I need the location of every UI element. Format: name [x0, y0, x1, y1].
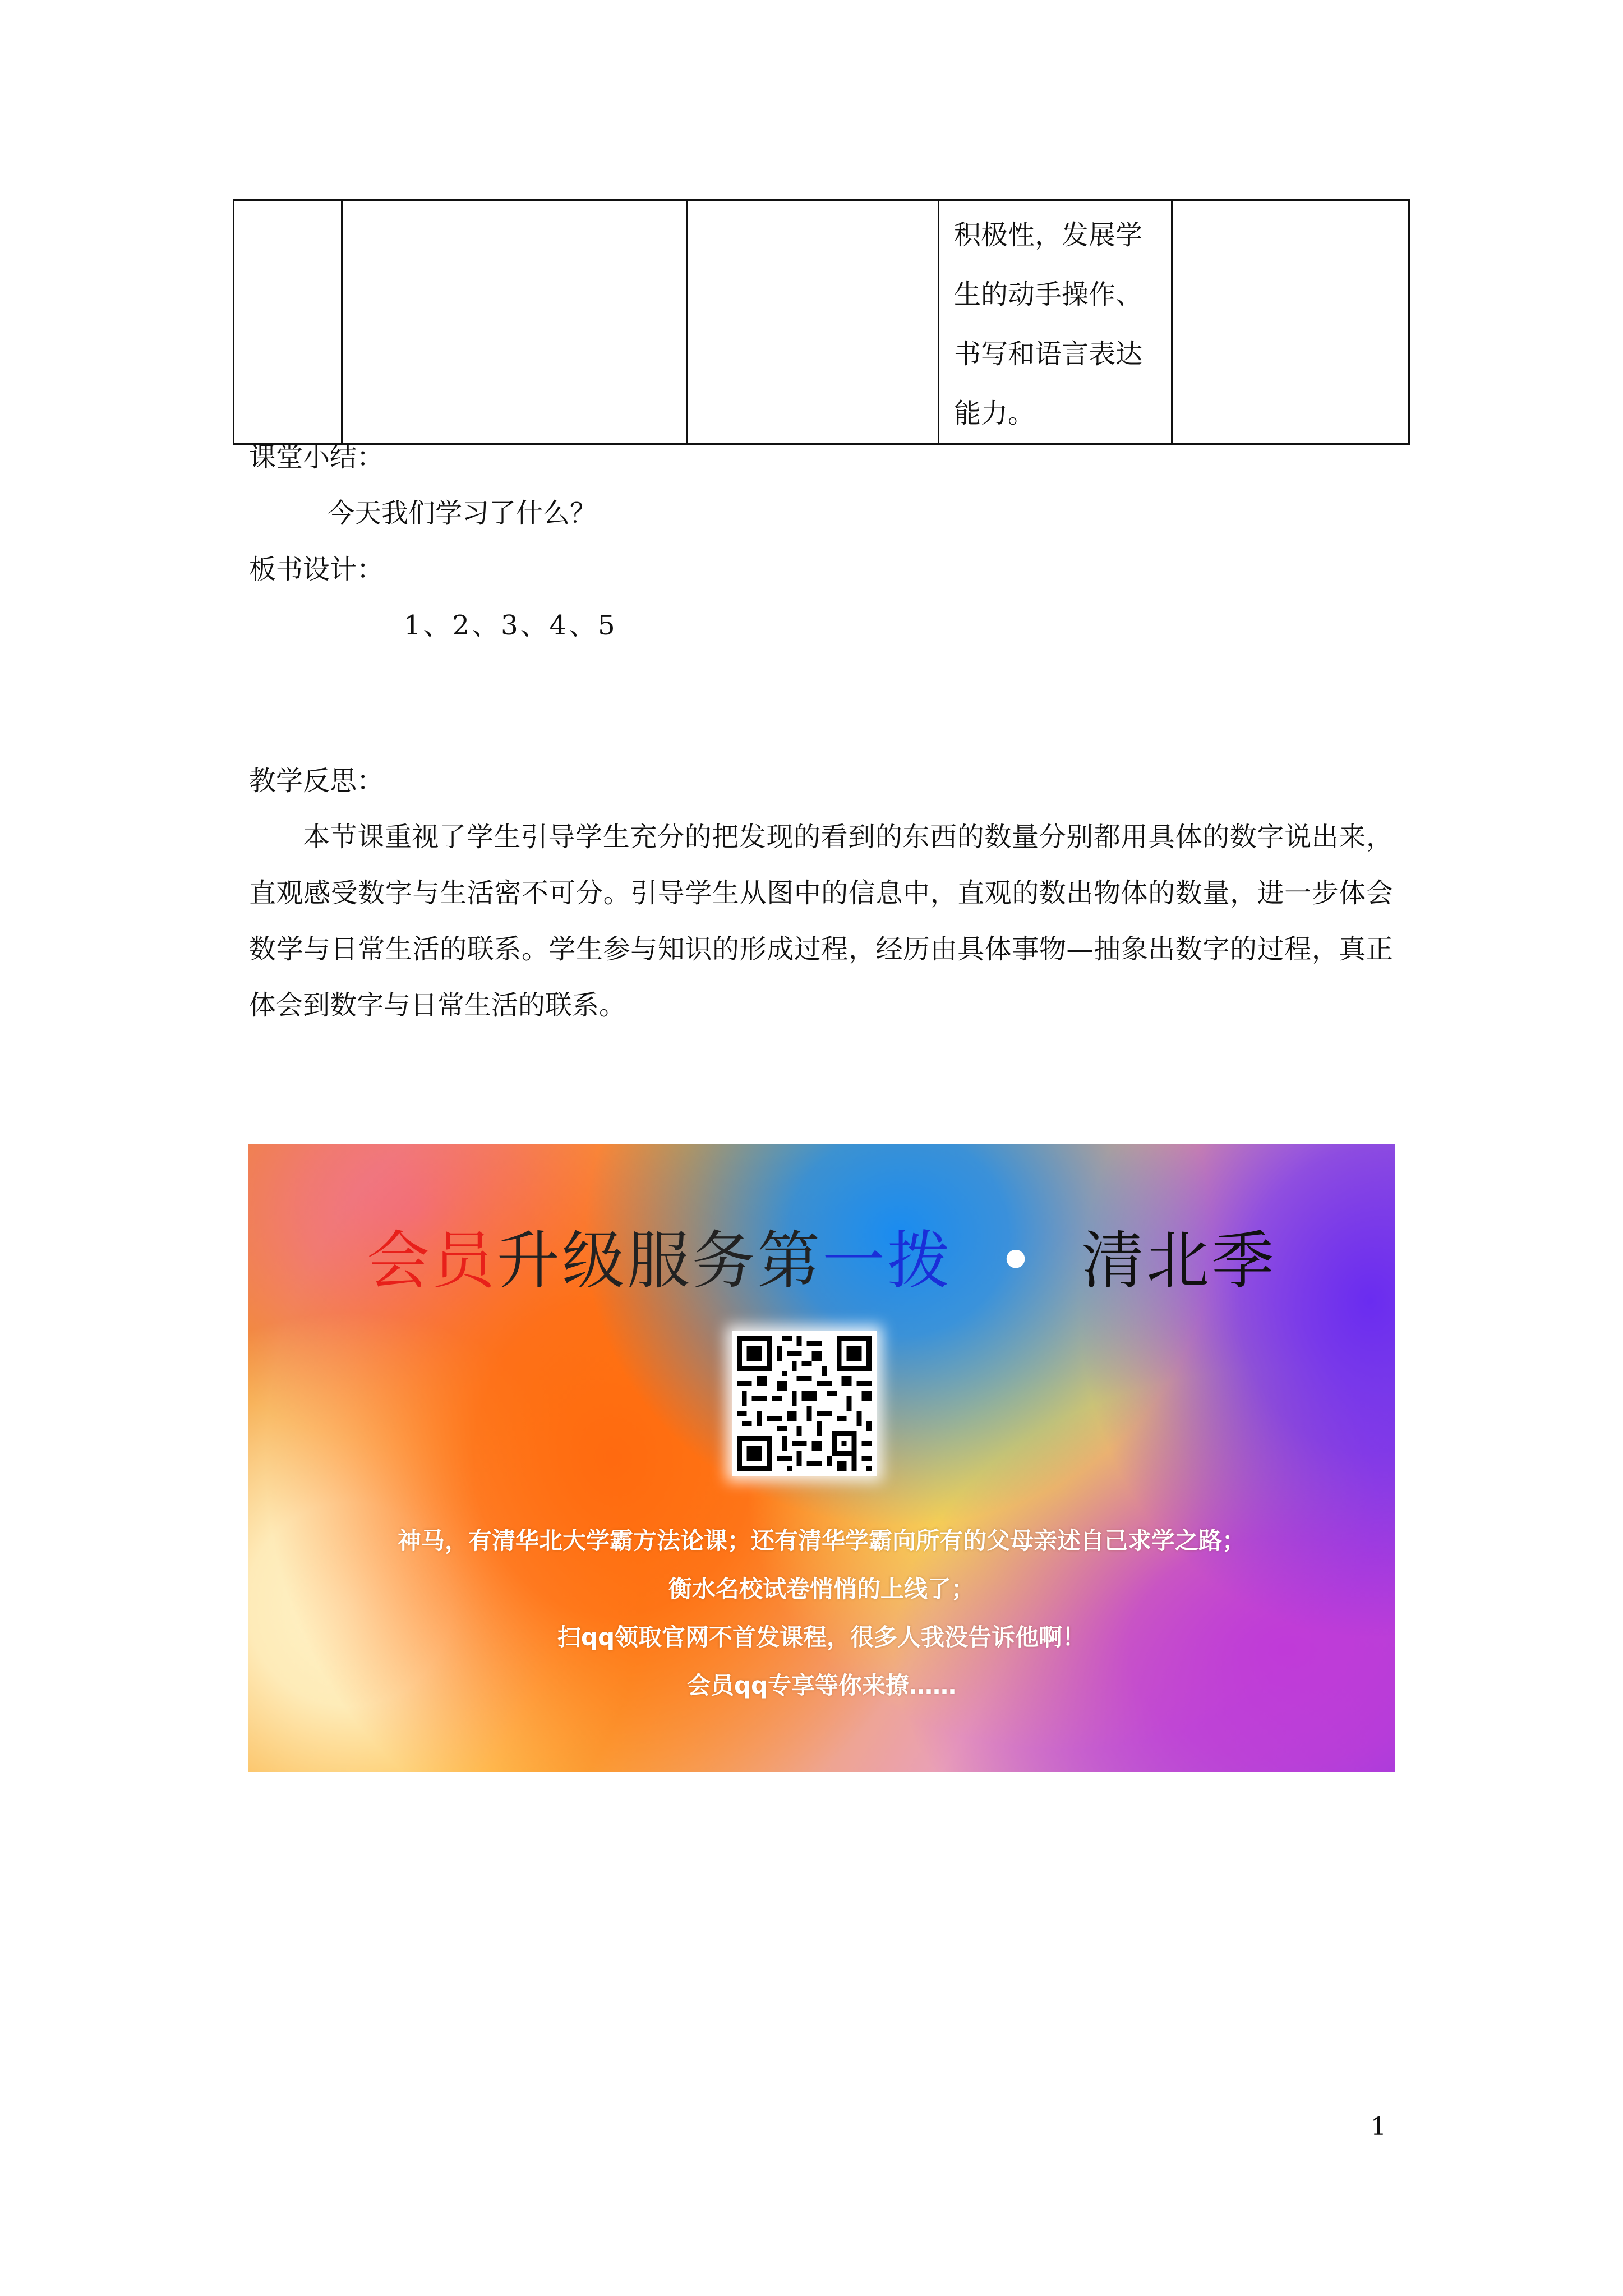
reflection-label: 教学反思：	[249, 765, 384, 797]
banner-line: 神马，有清华北大学霸方法论课；还有清华学霸向所有的父母亲述自己求学之路；	[397, 1527, 1246, 1554]
banner-title-separator: •	[997, 1225, 1037, 1297]
banner-text-block	[248, 1517, 1395, 1710]
page-number: 1	[1371, 2113, 1386, 2141]
table-cell	[234, 200, 342, 444]
lesson-table	[233, 199, 1410, 445]
reflection-paragraph: 本节课重视了学生引导学生充分的把发现的看到的东西的数量分别都用具体的数字说出来，直观感受数字与生活密不可分。引导学生从图中的信息中，直观的数出物体的数量，进一步体会数学与日常生活的联系。学生参与知识的形成过程，经历由具体事物—抽象出数字的过程，真正体会到数字与日常生活的联系。	[249, 821, 1393, 1021]
cell-line: 书写和语言表达	[954, 338, 1143, 370]
banner-title-part: 会员	[366, 1225, 497, 1297]
table-cell	[1172, 200, 1409, 444]
summary-label: 课堂小结：	[249, 441, 384, 473]
cell-goal-text	[939, 201, 1171, 443]
cell-line: 积极性，发展学	[954, 219, 1143, 251]
qr-code-icon	[732, 1331, 877, 1476]
banner-title	[248, 1211, 1395, 1301]
table-cell-goal	[939, 200, 1172, 444]
cell-line: 能力。	[954, 398, 1035, 429]
board-label: 板书设计：	[249, 554, 384, 585]
cell-line: 生的动手操作、	[954, 279, 1143, 310]
banner-title-part: 一拨	[822, 1225, 952, 1297]
table-cell	[342, 200, 687, 444]
banner-title-part: 清北季	[1081, 1225, 1277, 1297]
banner-title-part: 升级服务第	[496, 1225, 822, 1297]
board-text: 1、2、3、4、5	[404, 610, 617, 641]
summary-text: 今天我们学习了什么？	[328, 498, 597, 529]
promo-banner	[248, 1144, 1395, 1772]
qr-code-image	[732, 1331, 877, 1476]
banner-line: 会员qq专享等你来撩……	[686, 1672, 957, 1699]
table-row	[234, 200, 1409, 444]
banner-line: 衡水名校试卷悄悄的上线了；	[668, 1575, 975, 1603]
banner-line: 扫qq领取官网不首发课程，很多人我没告诉他啊！	[557, 1623, 1086, 1651]
table-cell	[687, 200, 939, 444]
